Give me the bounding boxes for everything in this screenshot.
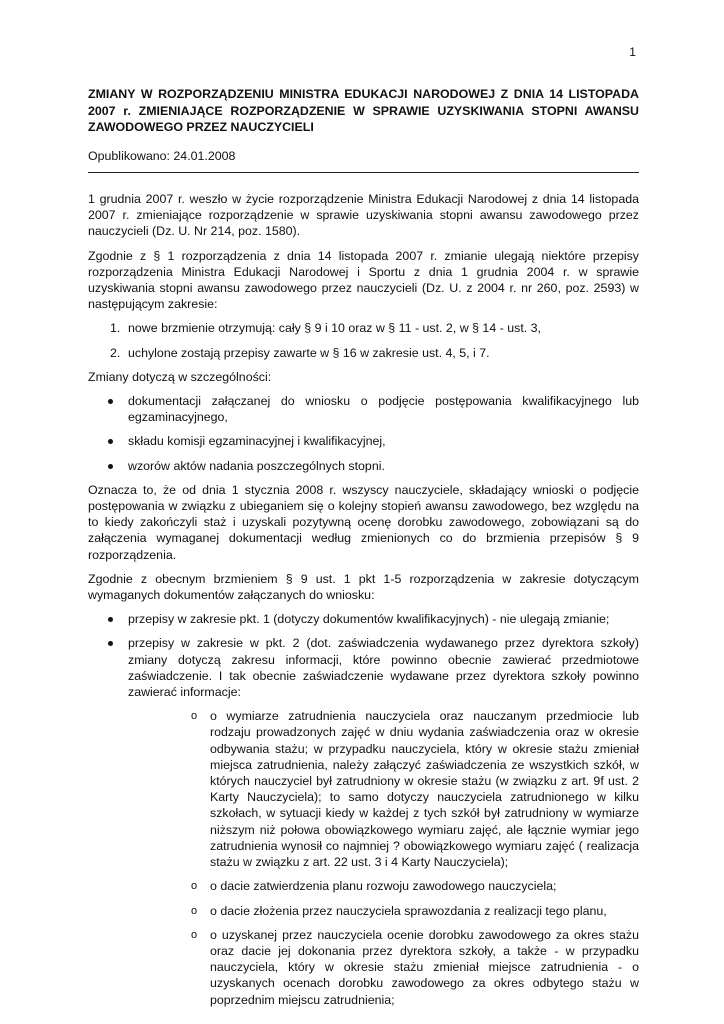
bullet-icon: [108, 439, 113, 444]
page-number: 1: [629, 45, 636, 59]
list-item-text: przepisy w zakresie pkt. 1 (dotyczy dokumentów kwalifikacyjnych) - nie ulegają zmianie;: [128, 612, 610, 627]
numbered-list-item: [88, 320, 639, 336]
list-item: [88, 458, 639, 474]
list-item-text: o dacie zatwierdzenia planu rozwoju zawodowego nauczyciela;: [210, 879, 557, 894]
paragraph-current-wording: Zgodnie z obecnym brzmieniem § 9 ust. 1 pkt 1-5 rozporządzenia w zakresie dotyczącym wymaganych dokumentów załączanych do wniosku:: [88, 571, 639, 603]
numbered-list: [88, 320, 639, 360]
list-item-text: o wymiarze zatrudnienia nauczyciela oraz nauczanym przedmiocie lub rodzaju prowadzonych zajęć w dniu wydania zaświadczenia oraz w okresie odbywania stażu; w przypadku nauczyciela, który w okresie stażu zmieniał miejsca zatrudnienia, należy załączyć zaświadczenia ze wszystkich szkół, w których nauczyciel był zatrudniony w okresie stażu (w związku z art. 9f ust. 2 Karty Nauczyciela); to samo dotyczy nauczyciela zatrudnionego w kilku szkołach, w sytuacji kiedy w każdej z tych szkół był zatrudniony w wymiarze niższym niż połowa obowiązkowego wymiaru zajęć, ale łącznie wymiar jego zatrudnienia wynosił co najmniej ? obowiązkowego wymiaru zajęć ( realizacja stażu w związku z art. 22 ust. 3 i 4 Karty Nauczyciela);: [210, 709, 639, 870]
list-item-text: o dacie złożenia przez nauczyciela sprawozdania z realizacji tego planu,: [210, 903, 607, 918]
list-item-text: wzorów aktów nadania poszczególnych stopni.: [128, 458, 385, 473]
bullet-icon: [108, 399, 113, 404]
document-content: [88, 86, 639, 1016]
paragraph-scope: Zgodnie z § 1 rozporządzenia z dnia 14 listopada 2007 r. zmianie ulegają niektóre przepisy rozporządzenia Ministra Edukacji Narodowej i Sportu z dnia 1 grudnia 2004 r. w sprawie uzyskiwania stopni awansu zawodowego przez nauczycieli (Dz. U. z 2004 r. nr 260, poz. 2593) w następującym zakresie:: [88, 248, 639, 312]
list-item-text: uchylone zostają przepisy zawarte w § 16 w zakresie ust. 4, 5, i 7.: [128, 345, 490, 360]
circle-bullet-icon: o: [191, 928, 198, 941]
list-item: [88, 433, 639, 449]
documents-list: [88, 611, 639, 1007]
sub-list-item: [128, 903, 639, 919]
bullet-icon: [108, 641, 113, 646]
bullet-icon: [108, 617, 113, 622]
list-item: [88, 635, 639, 1007]
list-number: 1.: [110, 321, 121, 336]
list-item: [88, 611, 639, 627]
list-item-text: przepisy w zakresie w pkt. 2 (dot. zaświadczenia wydawanego przez dyrektora szkoły) zmiany dotyczą zakresu informacji, które powinno obecnie zawierać przedmiotowe zaświadczenie. I tak obecnie zaświadczenie wydawane przez dyrektora szkoły powinno zawierać informacje:: [128, 636, 639, 700]
list-item-text: składu komisji egzaminacyjnej i kwalifikacyjnej,: [128, 434, 386, 449]
publication-date: Opublikowano: 24.01.2008: [88, 148, 236, 163]
paragraph-intro: 1 grudnia 2007 r. weszło w życie rozporządzenie Ministra Edukacji Narodowej z dnia 14 listopada 2007 r. zmieniające rozporządzenie w sprawie uzyskiwania stopni awansu zawodowego przez nauczycieli (Dz. U. Nr 214, poz. 1580).: [88, 191, 639, 239]
list-item-text: nowe brzmienie otrzymują: cały § 9 i 10 oraz w § 11 - ust. 2, w § 14 - ust. 3,: [128, 321, 541, 336]
sub-list-item: [128, 708, 639, 870]
paragraph-changes-heading: Zmiany dotyczą w szczególności:: [88, 369, 272, 384]
list-item-text: o uzyskanej przez nauczyciela ocenie dorobku zawodowego za okres stażu oraz dacie jej dokonania przez dyrektora szkoły, a także - w przypadku nauczyciela, który w okresie stażu zmieniał miejsce zatrudnienia - o uzyskanych ocenach dorobku zawodowego za okres odbytego stażu w poprzednim miejscu zatrudnienia;: [210, 927, 639, 1007]
list-item-text: dokumentacji załączanej do wniosku o podjęcie postępowania kwalifikacyjnego lub egzaminacyjnego,: [128, 394, 639, 425]
title-divider: [88, 172, 639, 173]
circle-bullet-icon: o: [191, 880, 198, 893]
paragraph-meaning: Oznacza to, że od dnia 1 stycznia 2008 r. wszyscy nauczyciele, składający wnioski o podjęcie postępowania w związku z ubieganiem się o kolejny stopień awansu zawodowego, bez względu na to kiedy zakończyli staż i uzyskali pozytywną ocenę dorobku zawodowego, zobowiązani są do załączenia wymaganej dokumentacji według zmienionych co do brzmienia przepisów § 9 rozporządzenia.: [88, 482, 639, 562]
document-title: ZMIANY W ROZPORZĄDZENIU MINISTRA EDUKACJI NARODOWEJ Z DNIA 14 LISTOPADA 2007 r. ZMIENIAJĄCE ROZPORZĄDZENIE W SPRAWIE UZYSKIWANIA STOPNI AWANSU ZAWODOWEGO PRZEZ NAUCZYCIELI: [88, 87, 639, 135]
certificate-info-list: [128, 708, 639, 1007]
numbered-list-item: [88, 345, 639, 361]
list-number: 2.: [110, 345, 121, 360]
circle-bullet-icon: o: [191, 904, 198, 917]
circle-bullet-icon: o: [191, 710, 198, 723]
sub-list-item: [128, 878, 639, 894]
sub-list-item: [128, 927, 639, 1008]
changes-list: [88, 393, 639, 474]
list-item: [88, 393, 639, 425]
bullet-icon: [108, 464, 113, 469]
